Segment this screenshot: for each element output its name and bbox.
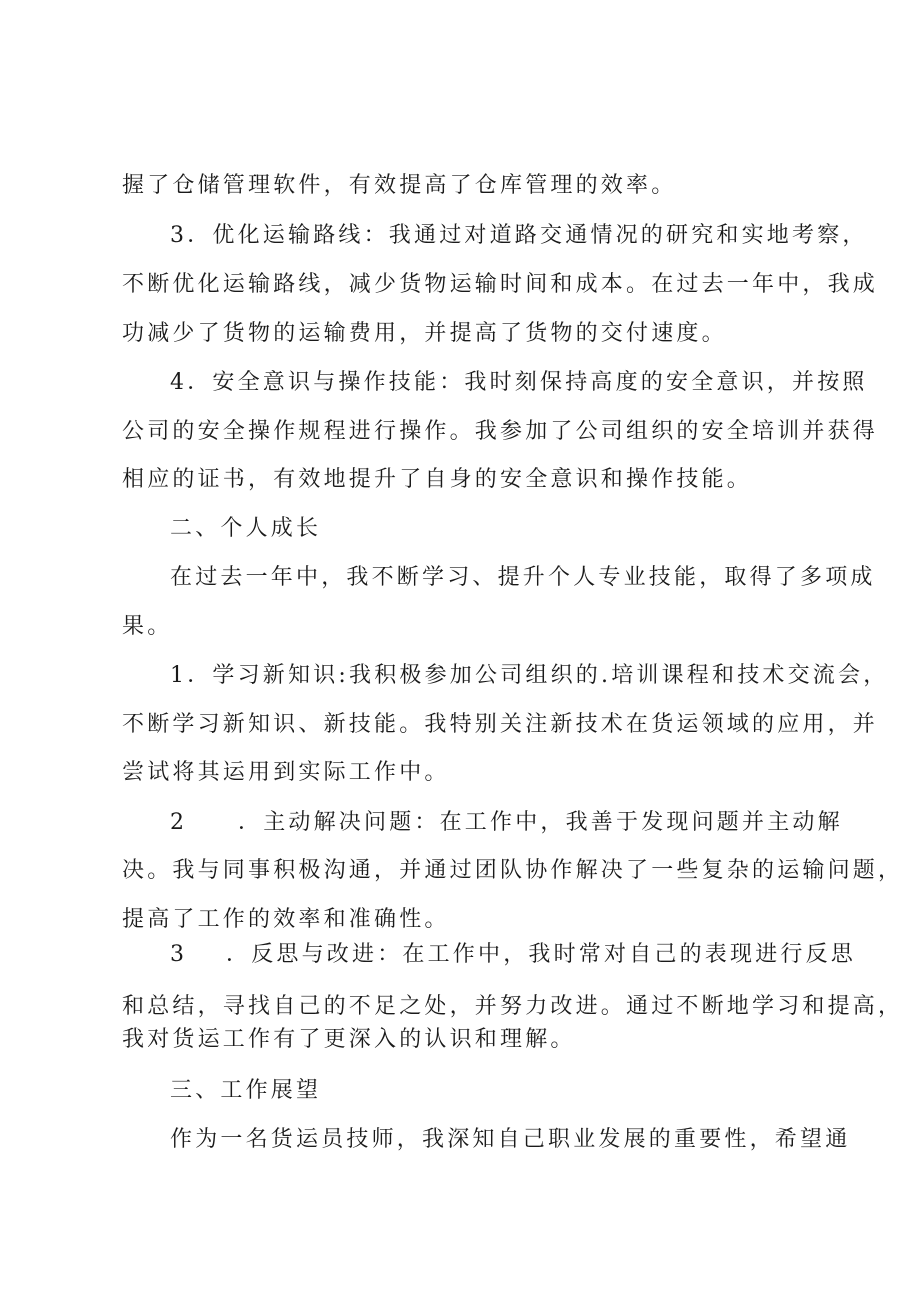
section-heading: 三、工作展望: [170, 1078, 322, 1103]
paragraph-line: 握了仓储管理软件，有效提高了仓库管理的效率。: [122, 173, 677, 198]
paragraph-line: 不断学习新知识、新技能。我特别关注新技术在货运领域的应用，并: [122, 712, 879, 737]
paragraph-line: 4．安全意识与操作技能：我时刻保持高度的安全意识，并按照: [170, 370, 868, 395]
paragraph-line: 作为一名货运员技师，我深知自己职业发展的重要性，希望通: [170, 1127, 851, 1152]
paragraph-line: 决。我与同事积极沟通，并通过团队协作解决了一些复杂的运输问题，: [122, 858, 904, 883]
paragraph-line: 公司的安全操作规程进行操作。我参加了公司组织的安全培训并获得: [122, 419, 879, 444]
paragraph-line: 1．学习新知识:我积极参加公司组织的.培训课程和技术交流会，: [170, 663, 889, 688]
paragraph-line: 功减少了货物的运输费用，并提高了货物的交付速度。: [122, 321, 727, 346]
paragraph-line: 果。: [122, 614, 173, 639]
section-heading: 二、个人成长: [170, 516, 322, 541]
paragraph-line: 尝试将其运用到实际工作中。: [122, 760, 450, 785]
paragraph-line: 和总结，寻找自己的不足之处，并努力改进。通过不断地学习和提高，: [122, 994, 904, 1019]
paragraph-line: 提高了工作的效率和准确性。: [122, 907, 450, 932]
list-number: 3: [170, 942, 188, 967]
paragraph-line: 我对货运工作有了更深入的认识和理解。: [122, 1027, 576, 1052]
paragraph-line: 相应的证书，有效地提升了自身的安全意识和操作技能。: [122, 467, 753, 492]
list-number: 2: [170, 810, 188, 835]
paragraph-line: 不断优化运输路线，减少货物运输时间和成本。在过去一年中，我成: [122, 272, 879, 297]
paragraph-line: ．反思与改进：在工作中，我时常对自己的表现进行反思: [226, 942, 857, 967]
paragraph-line: ．主动解决问题：在工作中，我善于发现问题并主动解: [238, 810, 843, 835]
paragraph-line: 3．优化运输路线：我通过对道路交通情况的研究和实地考察，: [170, 223, 868, 248]
paragraph-line: 在过去一年中，我不断学习、提升个人专业技能，取得了多项成: [170, 565, 876, 590]
